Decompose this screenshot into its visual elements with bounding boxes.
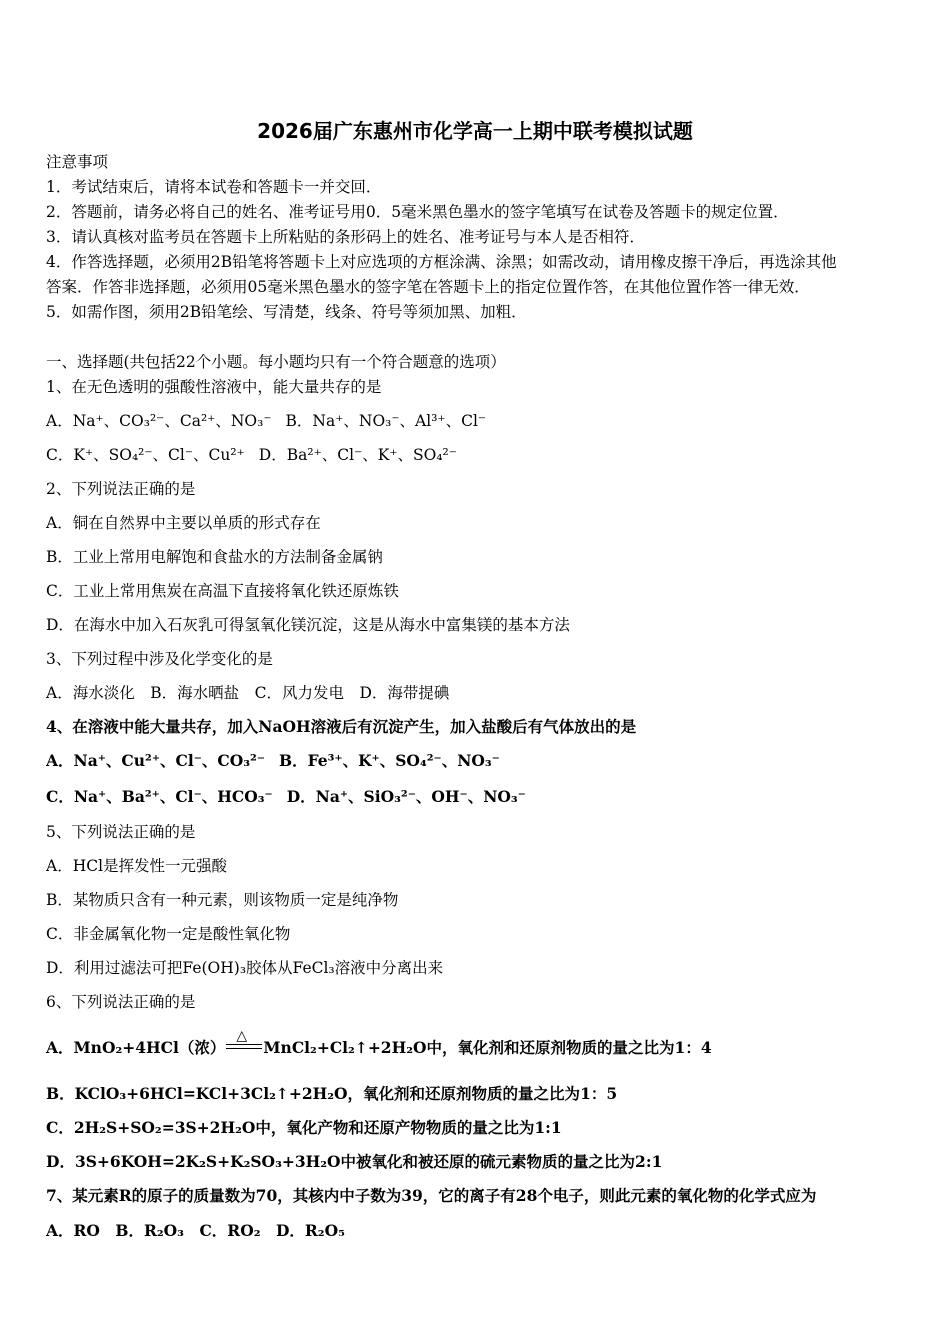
notice-item-2: 2．答题前，请务必将自己的姓名、准考证号用0．5毫米黑色墨水的签字笔填写在试卷及答题卡的规定位置． — [46, 203, 789, 221]
q2-option-b: B．工业上常用电解饱和食盐水的方法制备金属钠 — [46, 548, 383, 566]
q4-option-b: B．Fe³⁺、K⁺、SO₄²⁻、NO₃⁻ — [279, 751, 500, 770]
q6-option-a-left: A．MnO₂+4HCl（浓） — [46, 1038, 226, 1057]
section-heading: 一、选择题(共包括22个小题。每小题均只有一个符合题意的选项） — [46, 353, 506, 371]
q2-option-d: D．在海水中加入石灰乳可得氢氧化镁沉淀，这是从海水中富集镁的基本方法 — [46, 616, 570, 634]
q6-option-c: C．2H₂S+SO₂=3S+2H₂O中，氧化产物和还原产物物质的量之比为1:1 — [46, 1118, 562, 1137]
heat-equals-sign — [226, 1028, 262, 1056]
q4-stem: 4、在溶液中能大量共存，加入NaOH溶液后有沉淀产生，加入盐酸后有气体放出的是 — [46, 717, 637, 736]
q6-option-b: B．KClO₃+6HCl=KCl+3Cl₂↑+2H₂O，氧化剂和还原剂物质的量之比为1：5 — [46, 1084, 618, 1103]
page-title: 2026届广东惠州市化学高一上期中联考模拟试题 — [257, 119, 693, 143]
q5-option-b: B．某物质只含有一种元素，则该物质一定是纯净物 — [46, 891, 399, 909]
q2-option-a: A．铜在自然界中主要以单质的形式存在 — [46, 514, 321, 532]
notice-item-5: 5．如需作图，须用2B铅笔绘、写清楚，线条、符号等须加黑、加粗． — [46, 303, 527, 321]
notice-item-4-cont: 答案．作答非选择题，必须用05毫米黑色墨水的签字笔在答题卡上的指定位置作答，在其他位置作答一律无效． — [46, 278, 810, 296]
q7-stem: 7、某元素R的原子的质量数为70，其核内中子数为39，它的离子有28个电子，则此元素的氧化物的化学式应为 — [46, 1186, 817, 1205]
q7-options: A．RO B．R₂O₃ C．RO₂ D．R₂O₅ — [46, 1221, 345, 1240]
q1-options-cd — [46, 445, 457, 465]
q2-stem: 2、下列说法正确的是 — [46, 480, 196, 498]
q2-option-c: C．工业上常用焦炭在高温下直接将氧化铁还原炼铁 — [46, 582, 399, 600]
q1-option-d: D．Ba²⁺、Cl⁻、K⁺、SO₄²⁻ — [258, 446, 457, 464]
q3-stem: 3、下列过程中涉及化学变化的是 — [46, 650, 273, 668]
q6-option-a — [46, 1028, 712, 1058]
q4-options-ab — [46, 751, 500, 771]
q1-option-b: B．Na⁺、NO₃⁻、Al³⁺、Cl⁻ — [285, 412, 487, 430]
q4-option-d: D．Na⁺、SiO₃²⁻、OH⁻、NO₃⁻ — [286, 787, 526, 806]
notice-item-1: 1．考试结束后，请将本试卷和答题卡一并交回． — [46, 178, 382, 196]
q4-options-cd — [46, 787, 526, 807]
q5-stem: 5、下列说法正确的是 — [46, 823, 196, 841]
notice-item-4: 4．作答选择题，必须用2B铅笔将答题卡上对应选项的方框涂满、涂黑；如需改动，请用橡皮擦干净后，再选涂其他 — [46, 253, 837, 271]
q5-option-d: D．利用过滤法可把Fe(OH)₃胶体从FeCl₃溶液中分离出来 — [46, 959, 444, 977]
q3-options: A．海水淡化 B．海水晒盐 C．风力发电 D．海带提碘 — [46, 684, 450, 702]
q6-option-d: D．3S+6KOH=2K₂S+K₂SO₃+3H₂O中被氧化和被还原的硫元素物质的量之比为2:1 — [46, 1152, 663, 1171]
q4-option-c: C．Na⁺、Ba²⁺、Cl⁻、HCO₃⁻ — [46, 787, 273, 806]
q6-stem: 6、下列说法正确的是 — [46, 993, 196, 1011]
q6-option-a-right: MnCl₂+Cl₂↑+2H₂O中，氧化剂和还原剂物质的量之比为1：4 — [263, 1038, 712, 1057]
q1-option-c: C．K⁺、SO₄²⁻、Cl⁻、Cu²⁺ — [46, 446, 245, 464]
q1-option-a: A．Na⁺、CO₃²⁻、Ca²⁺、NO₃⁻ — [46, 412, 272, 430]
q1-stem: 1、在无色透明的强酸性溶液中，能大量共存的是 — [46, 378, 382, 396]
notice-heading: 注意事项 — [46, 153, 109, 171]
q5-option-c: C．非金属氧化物一定是酸性氧化物 — [46, 925, 291, 943]
q4-option-a: A．Na⁺、Cu²⁺、Cl⁻、CO₃²⁻ — [46, 751, 265, 770]
q1-options-ab — [46, 411, 486, 431]
delta-icon: △ — [236, 1028, 248, 1044]
notice-item-3: 3．请认真核对监考员在答题卡上所粘贴的条形码上的姓名、准考证号与本人是否相符． — [46, 228, 645, 246]
q5-option-a: A．HCl是挥发性一元强酸 — [46, 857, 228, 875]
